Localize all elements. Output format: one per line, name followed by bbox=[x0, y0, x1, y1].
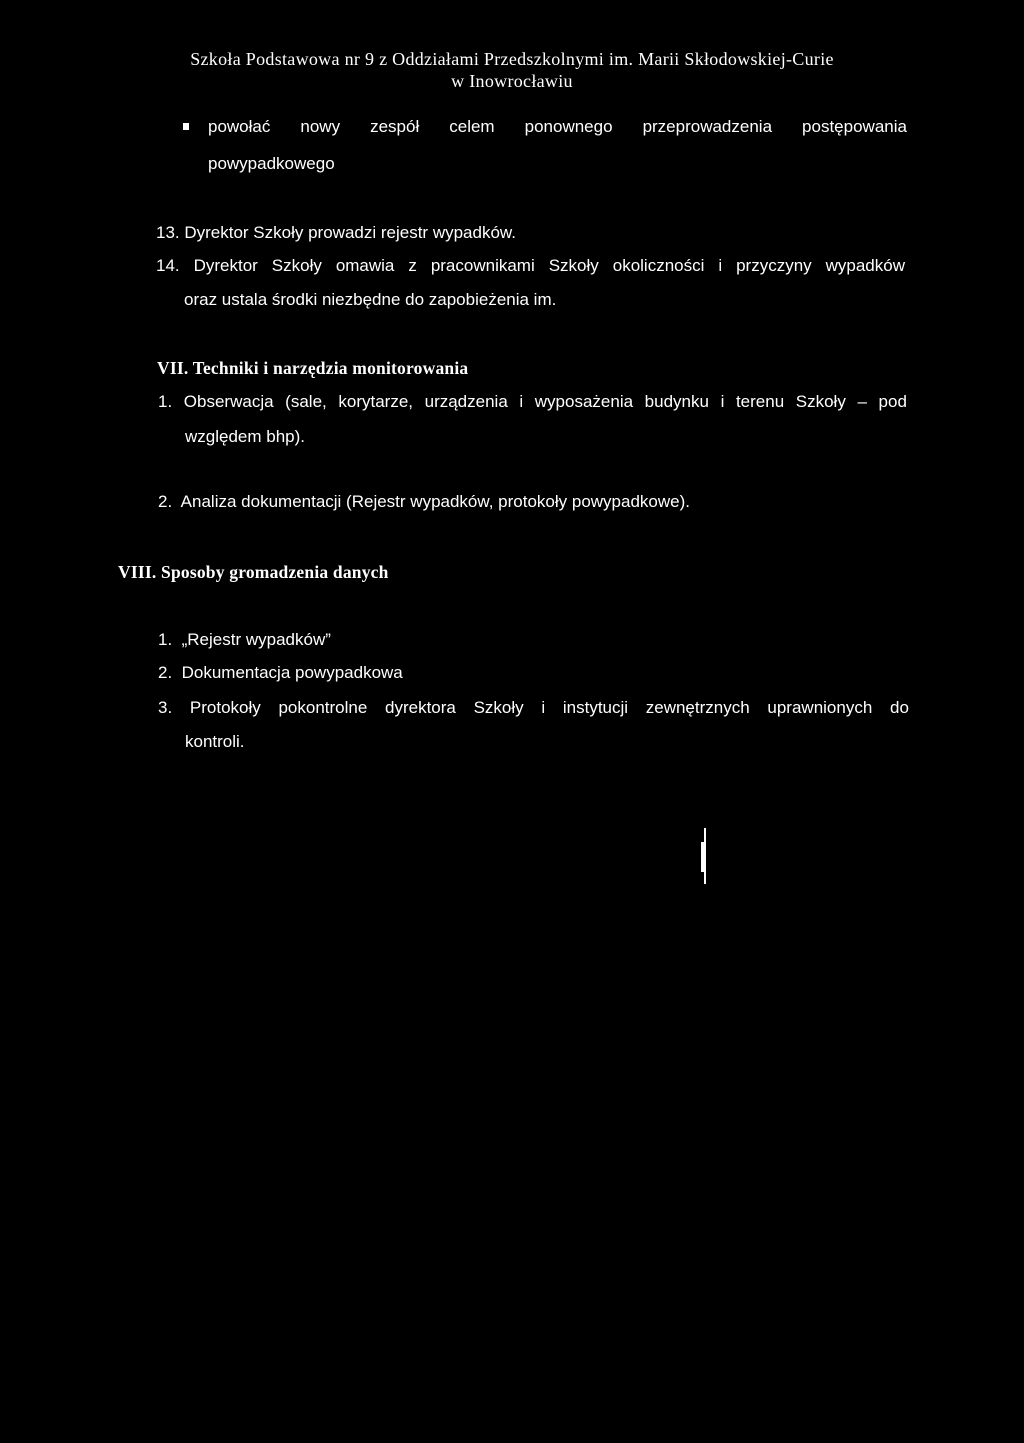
scan-mark-bracket bbox=[701, 842, 704, 872]
word: instytucji bbox=[562, 698, 629, 717]
word: Szkoły bbox=[473, 698, 524, 717]
word: pokontrolne bbox=[278, 698, 368, 717]
section-vii-item-1-line-2: względem bhp). bbox=[185, 427, 306, 446]
word: pod bbox=[878, 392, 907, 411]
word: (sale, bbox=[285, 392, 327, 411]
section-viii-item-3-line-1 bbox=[158, 697, 909, 719]
section-viii-item-3-line-2: kontroli. bbox=[185, 732, 245, 751]
word: omawia bbox=[335, 256, 395, 275]
header-city: w Inowrocławiu bbox=[451, 71, 573, 91]
word: ponownego bbox=[524, 117, 613, 136]
bullet-square-icon bbox=[183, 123, 189, 130]
word: budynku bbox=[644, 392, 709, 411]
scan-mark-line bbox=[704, 828, 706, 884]
section-vii-item-2: 2. Analiza dokumentacji (Rejestr wypadków, protokoły powypadkowe). bbox=[158, 492, 690, 511]
word: przeprowadzenia bbox=[642, 117, 773, 136]
word: – bbox=[857, 392, 867, 411]
word: do bbox=[890, 698, 909, 717]
word: Obserwacja bbox=[183, 392, 274, 411]
word: powołać bbox=[208, 117, 271, 136]
word: i bbox=[519, 392, 524, 411]
word: korytarze, bbox=[338, 392, 413, 411]
word: z bbox=[408, 256, 417, 275]
word: i bbox=[541, 698, 546, 717]
word: zespół bbox=[370, 117, 420, 136]
word: Szkoły bbox=[271, 256, 322, 275]
bullet-line-2: powypadkowego bbox=[208, 154, 335, 173]
word: postępowania bbox=[802, 117, 907, 136]
word: Dyrektor bbox=[193, 256, 258, 275]
word: dyrektora bbox=[385, 698, 456, 717]
section-viii-item-1: 1. „Rejestr wypadków” bbox=[158, 630, 331, 649]
word: urządzenia bbox=[424, 392, 508, 411]
section-viii-item-2: 2. Dokumentacja powypadkowa bbox=[158, 663, 403, 682]
word: okoliczności bbox=[612, 256, 705, 275]
word: Szkoły bbox=[795, 392, 846, 411]
header-school-name: Szkoła Podstawowa nr 9 z Oddziałami Przedszkolnymi im. Marii Skłodowskiej-Curie bbox=[190, 49, 834, 69]
word: 3. bbox=[158, 698, 173, 717]
word: wyposażenia bbox=[534, 392, 634, 411]
section-viii-title: VIII. Sposoby gromadzenia danych bbox=[118, 562, 389, 582]
item-13: 13. Dyrektor Szkoły prowadzi rejestr wypadków. bbox=[156, 223, 516, 242]
word: terenu bbox=[735, 392, 785, 411]
document-header bbox=[0, 48, 1024, 92]
word: uprawnionych bbox=[767, 698, 873, 717]
word: i bbox=[718, 256, 723, 275]
word: nowy bbox=[300, 117, 341, 136]
word: zewnętrznych bbox=[645, 698, 750, 717]
word: celem bbox=[449, 117, 495, 136]
word: wypadków bbox=[825, 256, 905, 275]
section-vii-title: VII. Techniki i narzędzia monitorowania bbox=[157, 358, 469, 378]
word: Protokoły bbox=[189, 698, 261, 717]
bullet-line-1 bbox=[208, 116, 907, 138]
word: 14. bbox=[156, 256, 180, 275]
word: i bbox=[720, 392, 725, 411]
item-14-line-1 bbox=[156, 255, 905, 277]
word: pracownikami bbox=[430, 256, 535, 275]
word: Szkoły bbox=[548, 256, 599, 275]
word: 1. bbox=[158, 392, 173, 411]
section-vii-item-1-line-1 bbox=[158, 391, 907, 413]
word: przyczyny bbox=[736, 256, 812, 275]
item-14-line-2: oraz ustala środki niezbędne do zapobieżenia im. bbox=[184, 290, 557, 309]
